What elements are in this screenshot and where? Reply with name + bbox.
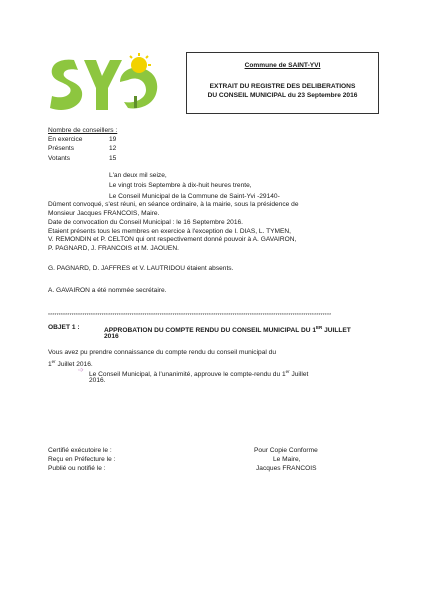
logo-letter-d: [120, 68, 157, 109]
intro-line-9: P. PAGNARD, J. FRANCOIS et M. JAOUEN.: [48, 245, 179, 252]
secretary-line: A. GAVAIRON a été nommée secrétaire.: [48, 287, 167, 294]
footer-executoire: Certifié exécutoire le :: [48, 447, 112, 454]
count-value-presents: 12: [109, 145, 117, 152]
count-label-presents: Présents: [48, 145, 75, 152]
logo-sun: [131, 57, 147, 73]
intro-line-8: V. REMONDIN et P. CELTON qui ont respectivement donné pouvoir à A. GAVAIRON,: [48, 236, 297, 243]
object-label: OBJET 1 :: [48, 324, 80, 331]
object-title-sup: ER: [316, 325, 323, 330]
count-label-votants: Votants: [48, 155, 70, 162]
decision-text: Le Conseil Municipal, à l'unanimité, approuve le compte-rendu du 1: [89, 371, 286, 379]
object-title-end: JUILLET: [322, 327, 351, 335]
commune-name: Commune de SAINT-YVI: [244, 62, 321, 69]
syd-logo: [44, 52, 164, 118]
intro-line-7: Etaient présents tous les membres en exercice à l'exception de I. DIAS, L. TYMEN,: [48, 228, 292, 235]
object-title-line1: [104, 324, 351, 336]
arrow-right-icon: ➩: [78, 367, 84, 374]
intro-line-6: Date de convocation du Conseil Municipal : le 16 Septembre 2016.: [48, 219, 244, 226]
absents-line: G. PAGNARD, D. JAFFRES et V. LAUTRIDOU étaient absents.: [48, 265, 234, 272]
intro-line-3: Le Conseil Municipal de la Commune de Saint-Yvi -29140-: [109, 193, 280, 200]
logo-letter-y: [84, 60, 122, 110]
body-day: 1: [48, 361, 52, 369]
registry-title-line1: EXTRAIT DU REGISTRE DES DELIBERATIONS: [209, 83, 356, 90]
registry-title-line2: DU CONSEIL MUNICIPAL du 23 Septembre 2016: [207, 92, 358, 99]
object-body-line2: [48, 358, 93, 370]
footer-mayor-name: Jacques FRANCOIS: [256, 465, 317, 472]
decision-line2: 2016.: [89, 377, 106, 384]
decision-end: Juillet: [289, 371, 309, 379]
intro-line-1: L'an deux mil seize,: [109, 172, 167, 179]
object-title-text: APPROBATION DU COMPTE RENDU DU CONSEIL MUNICIPAL DU 1: [104, 327, 316, 335]
object-body-line1: Vous avez pu prendre connaissance du compte rendu du conseil municipal du: [48, 349, 276, 356]
decision-line1: [89, 368, 308, 380]
decision-sup: er: [285, 369, 290, 374]
body-date-rest: Juillet 2016.: [55, 361, 93, 369]
footer-le-maire: Le Maire,: [273, 456, 301, 463]
logo-letter-s: [50, 60, 82, 110]
separator-stars: ************************************************************************************************************************************: [48, 313, 332, 319]
intro-line-4: Dûment convoqué, s'est réuni, en séance ordinaire, à la mairie, sous la présidence de: [48, 201, 299, 208]
footer-prefecture: Reçu en Préfecture le :: [48, 456, 116, 463]
header-box: [186, 52, 379, 114]
count-value-votants: 15: [109, 155, 117, 162]
intro-line-2: Le vingt trois Septembre à dix-huit heures trente,: [109, 182, 252, 189]
footer-copie-conforme: Pour Copie Conforme: [254, 447, 318, 454]
footer-publie: Publié ou notifié le :: [48, 465, 106, 472]
intro-line-5: Monsieur Jacques FRANCOIS, Maire.: [48, 210, 160, 217]
object-title-line2: 2016: [104, 333, 119, 340]
body-day-sup: er: [51, 359, 56, 364]
counts-heading: Nombre de conseillers :: [48, 127, 118, 134]
count-value-exercice: 19: [109, 136, 117, 143]
count-label-exercice: En exercice: [48, 136, 83, 143]
